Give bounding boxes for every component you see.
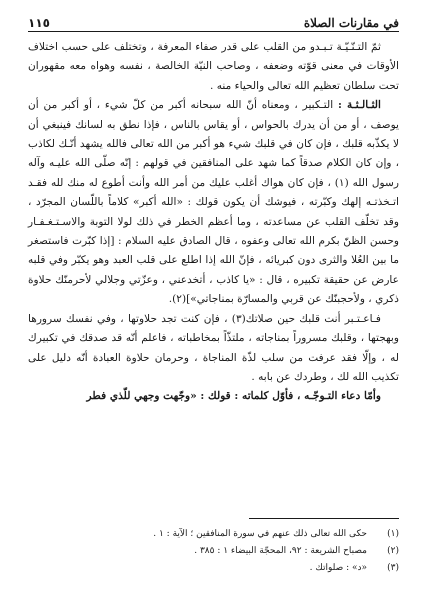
footnote-rule bbox=[249, 518, 399, 519]
paragraph-takbir-text: التـكبير ، ومعناه أنّ الله سبحانه أكبر من كلّ شيء ، أو أكبر من أن يوصف ، أو من أن يدرك بالحواس ، أو يقاس بالناس ، فإذا نطق به لسانك فينبغي أن لا يكذّبه قلبك ، فإن كان في قلبك شيء هو أكبر من الله تعالى فالله يشهد أنّـك لكاذب ، وإن كان الكلام صدقاً كما شهد على المنافقين في قولهم : إنّه صلّى الله عليـه وآله رسول الله (١) ، فإن كان هواك أغلب عليك من أمر الله وأنت أطوع له منك لله فقـد اتـخذتـه إلهك وكبّرته ، فيوشك أن يكون قولك : «الله أكبر» كلاماً باللّسان المجرّد ، وقد تخلّف القلب عن مساعدته ، وما أعظم الخطر في ذلك لولا التوبة والاسـتـغـفـار وحسن الظنّ بكرم الله تعالى وعفوه ، قال الصادق عليه السلام : [إذا كبّرت فاستصغر ما بين العُلا والثرى دون كبريائه ، فإنّ الله إذا اطلع على قلب العبد وهو يكبّر وفي قلبه عارض عن حقيقة تكبيره ، قال : «يا كاذب ، أتخدعني ، وعزّتي وجلالي لأحرمنّك حلاوة ذكري ، ولأحجبنّك عن قربي والمسارّة بمناجاتي»](٢). bbox=[28, 99, 399, 306]
section-heading-third: الثـالـثـة : bbox=[337, 99, 381, 112]
footnote-text: حكى الله تعالى ذلك عنهم في سورة المنافقين ؛ الآية : ١ . bbox=[153, 529, 367, 539]
footnote bbox=[28, 560, 399, 577]
footnote-number: (١) bbox=[387, 529, 399, 539]
footnotes bbox=[28, 526, 399, 577]
paragraph-reflection: فـاعـتـبر أنت قلبك حين صلاتك(٣) ، فإن كنت تجد حلاوتها ، وفي نفسك سرورها وبهجتها ، وقلبك مسروراً بمناجاته ، ملتذّاً بمخاطباته ، فاعلم أنّه قد صدقك في تكبيرك له ، وإلّا فقد عرفت من سلب لذّة المناجاة ، وحرمان حلاوة العبادة أنّه دليل على تكذيب الله لك ، وطردك عن بابه . bbox=[28, 312, 399, 383]
footnote-number: (٣) bbox=[387, 563, 399, 573]
header-rule bbox=[28, 31, 399, 32]
footnote-text: «د» : صلواتك . bbox=[309, 563, 367, 573]
running-title: في مقارنات الصلاة bbox=[303, 16, 399, 30]
footnote-number: (٢) bbox=[387, 546, 399, 556]
footnote bbox=[28, 543, 399, 560]
page-number: ١١٥ bbox=[28, 16, 50, 30]
paragraph-intention: ثمّ التـنّـيّـة تـبـدو من القلب على قدر صفاء المعرفة ، وتختلف على حسب اختلاف الأوقات في معنى قوّته وضعفه ، وصاحب النيّة الخالصة ، نفسه وهواه معه مقهوران تحت سلطان تعظيم الله تعالى والحياء منه . bbox=[28, 41, 399, 92]
paragraph-takbir bbox=[28, 96, 399, 309]
footnote bbox=[28, 526, 399, 543]
footnote-text: مصباح الشريعة : ٩٢، المحجّة البيضاء ١ : ٣٨٥ . bbox=[194, 546, 367, 556]
page-header bbox=[28, 12, 399, 30]
paragraph-tawajjuh: وأمّا دعاء التـوجّـه ، فأوّل كلماته : قولك : «وجّهت وجهي للّذي فطر bbox=[86, 390, 381, 403]
main-text bbox=[28, 38, 399, 407]
